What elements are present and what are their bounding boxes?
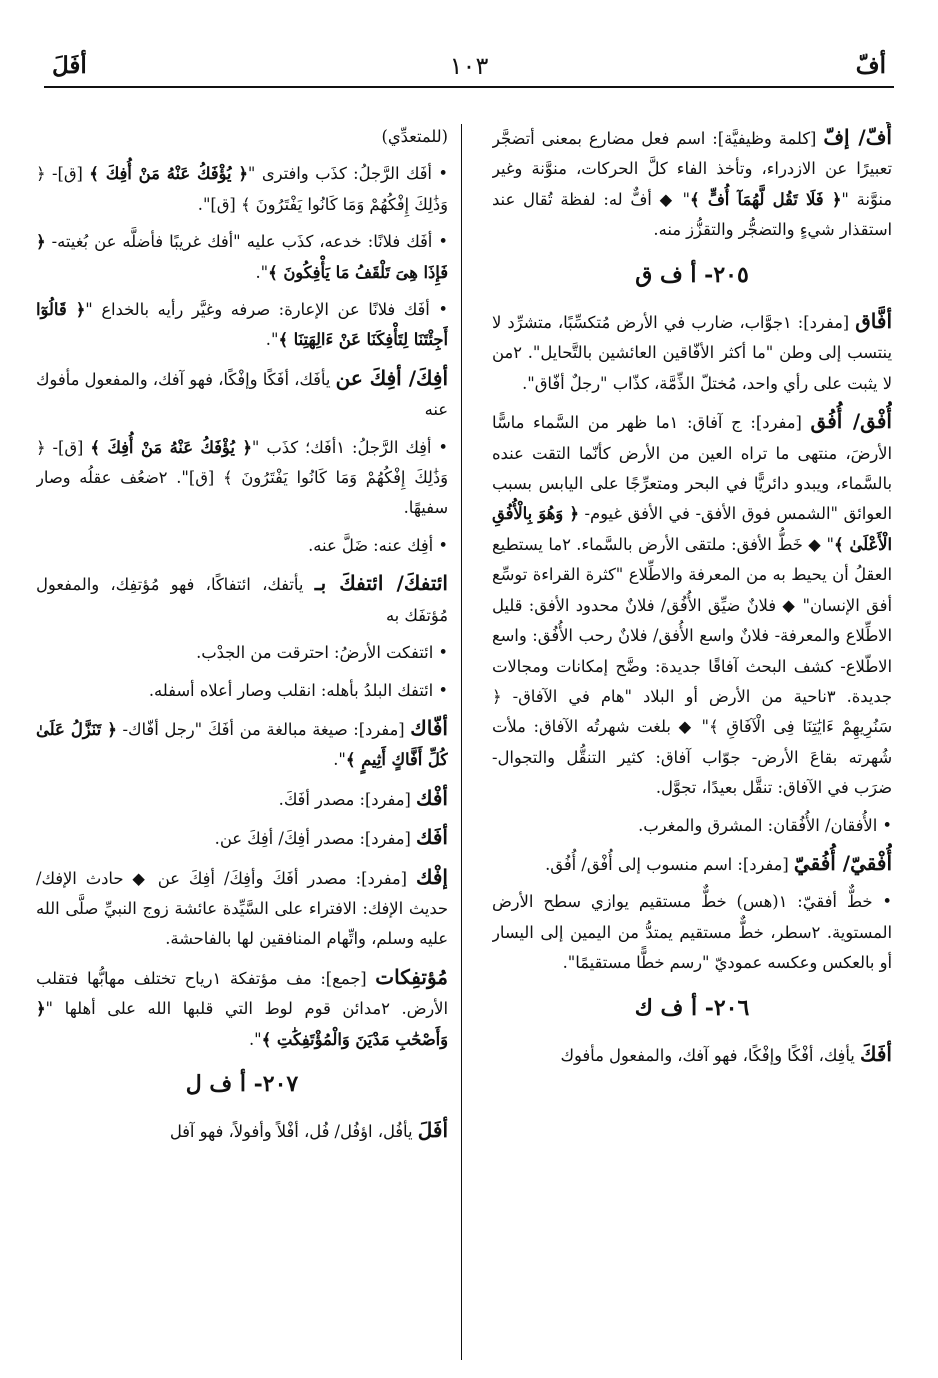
entry-definition: [كلمة وظيفيَّة]: اسم فعل مضارع بمعنى أتضجَّر تعبيرًا عن الازدراء، وتأخذ الفاء كلَّ الحركات، منوَّنة وغير منوَّنة " (492, 129, 892, 209)
dictionary-entry (36, 433, 448, 524)
entry-headword: أفّاك (410, 715, 448, 740)
dictionary-entry (36, 1115, 448, 1147)
entry-definition: [مفرد]: اسم منسوب إلى أُفْق/ أُفُق. (545, 854, 794, 874)
entry-headword: أفْك (416, 785, 448, 810)
entry-headword: إفْك (416, 864, 448, 889)
dictionary-entry (492, 122, 892, 246)
dictionary-entry (492, 306, 892, 399)
dictionary-entry (36, 862, 448, 955)
dictionary-entry (492, 1039, 892, 1071)
entry-headword: ائتفكَ/ ائتفكَ بـ (314, 571, 448, 596)
quran-quote: ﴿ وَأَصْحَٰبِ مَدْيَنَ وَالْمُؤْتَفِكَٰتِ ﴾ (36, 999, 448, 1049)
dictionary-entry (36, 159, 448, 220)
entry-definition: • ائتفكت الأرضُ: احترقت من الجدْب. (196, 643, 448, 663)
entry-headword: أُفْقيّ/ أُفُقيّ (793, 850, 892, 875)
dictionary-entry (492, 887, 892, 978)
left-column (36, 122, 448, 1362)
quran-quote: ﴿ فَلَا تَقُل لَّهُمَآ أُفٍّ ﴾ (690, 189, 842, 209)
dictionary-entry (36, 531, 448, 561)
dictionary-entry (36, 822, 448, 854)
quran-quote: ﴿ قَالُوٓا أَجِئْتَنَا لِتَأْفِكَنَا عَنْ ءَالِهَتِنَا ﴾ (36, 300, 448, 350)
entry-definition: [مفرد]: مصدر أفَكَ. (278, 789, 417, 809)
entry-definition-tail: ". (265, 330, 279, 350)
header-last-word: أفَلَ (52, 52, 87, 79)
dictionary-entry (492, 406, 892, 803)
dictionary-entry (36, 713, 448, 776)
entry-definition-tail: " ◆ خَطُّ الأفق: ملتقى الأرض بالسَّماء. ٢ما يستطيع العقلُ أن يحيط به من المعرفة والاطِّلاع "كثرة القراءة توسِّع أفق الإنسان" ◆ فلانٌ ضيِّق الأُفُق/ فلانٌ محدود الأفق: قليل الاطِّلاع والمعرفة- فلانٌ واسع الأُفق/ فلانٌ رحب الأُفُق: واسع الاطّلاع- كشف البحث آفاقًا جديدة: وضَّح إمكانات ومجالات جديدة. ٣ناحية من الأرض أو البلاد "هام في الآفاق- ﴿ سَنُرِيهِمْ ءَايَٰتِنَا فِى الْآفَاقِ ﴾" ◆ بلغت شهرتُه الآفاق: ملأت شُهرته بقاعَ الأرض- جوّاب آفاق: كثير التنقُّل والتجوال- ضرَب في الآفاق: تنقَّل بعيدًا، تجوَّل. (492, 534, 892, 798)
dictionary-entry (36, 122, 448, 152)
dictionary-entry (36, 783, 448, 815)
entry-headword: أفَك (416, 825, 448, 850)
dictionary-entry (492, 811, 892, 841)
entry-definition: • الأُفقان/ الأُفُقان: المشرق والمغرب. (638, 815, 892, 835)
entry-headword: مُؤتفِكات (375, 964, 448, 989)
section-heading: ٢٠٥- أ ف ق (635, 261, 749, 288)
section-heading: ٢٠٧- أ ف ل (185, 1070, 299, 1097)
page-header (44, 46, 894, 88)
dictionary-entry (36, 676, 448, 706)
entry-headword: أُفّ/ إفّ (823, 125, 892, 149)
entry-definition: [مفرد]: مصدر أفِكَ/ أفِكَ عن. (214, 829, 417, 849)
entry-definition-tail: ". (248, 1029, 262, 1049)
entry-headword: أفَلَ (417, 1118, 448, 1143)
entry-definition-tail: ". (255, 262, 269, 282)
dictionary-entry (36, 363, 448, 426)
right-column (492, 122, 892, 1362)
entry-definition: [جمع]: مف مؤتفكة ١رياح تختلف مهابُّها فتقلب الأرض. ٢مدائن قوم لوط التي قلبها الله على أهلها " (36, 968, 448, 1019)
quran-quote: ﴿ وَهُوَ بِالْأُفُقِ الْأَعْلَىٰ ﴾ (492, 504, 892, 554)
entry-definition-tail: [ق]- ﴿ وَذَٰلِكَ إِفْكُهُمْ وَمَا كَانُوا يَفْتَرُونَ ﴾ [ق]". ٢ضعُف عقلُه وصار سفيهًا. (36, 437, 448, 518)
quran-quote: ﴿ يُؤْفَكُ عَنْهُ مَنْ أُفِكَ ﴾ (89, 164, 248, 184)
entry-definition: [مفرد]: ج آفاق: ١ما ظهر من السَّماء ماسًّا الأرضَ، منتهى ما تراه العين من الأرض كأنّما التقت عنده بالسَّماء، ويبدو دائريًّا في البحر ومتعرِّجًا على اليابس بسبب العوائق "الشمس فوق الأفق- في الأفق غيوم- (492, 413, 892, 524)
dictionary-entry (36, 962, 448, 1055)
dictionary-entry (36, 568, 448, 631)
dictionary-entry (36, 227, 448, 288)
entry-definition: • أفَك فلانًا: خدعه، كذَب عليه "أفك غريبًا فأضلَّه عن بُغيته- (45, 232, 448, 252)
page-number: ١٠٣ (449, 52, 489, 80)
column-divider (461, 124, 462, 1360)
section-heading: ٢٠٦- أ ف ك (634, 994, 750, 1021)
entry-definition: • خطٌّ أفقيّ: ١(هس) خطٌّ مستقيم يوازي سطح الأرض المستوية. ٢سطر، خطٌّ مستقيم يمتدُّ من اليمين إلى اليسار أو بالعكس وعكسه عموديّ "رسم خطًّا مستقيمًا". (492, 892, 892, 973)
entry-definition: • ائتفك البلدُ بأهله: انقلب وصار أعلاه أسفله. (148, 680, 448, 700)
entry-definition: • أفَك الرَّجلُ: كذَب وافترى " (247, 164, 448, 184)
entry-definition: [مفرد]: صيغة مبالغة من أفَكَ "رجل أفّاك- (116, 719, 411, 739)
entry-headword: أفِكَ/ أفِكَ عن (335, 365, 448, 390)
entry-definition-tail: ". (333, 750, 346, 770)
entry-definition: • أفَك فلانًا عن الإعارة: صرفه وغيَّر رأيه بالخداع " (85, 300, 448, 320)
entry-definition: • أفِك عنه: ضَلَّ عنه. (308, 535, 448, 555)
header-first-word: أفّ (855, 52, 886, 79)
entry-definition: يأفِك، أفْكًا وإفْكًا، فهو آفك، والمفعول مأفوك (560, 1045, 861, 1065)
entry-definition-tail: " ◆ أفٌّ له: لفظة تُقال عند استقذار شيءٍ والتضجُّر والتقزُّز منه. (492, 189, 892, 240)
entry-definition: يأفُل، اؤفُل/ فُل، أفْلاً وأفولاً، فهو آفل (169, 1122, 418, 1142)
entry-definition: [مفرد]: ١جوَّاب، ضارب في الأرض مُتكسِّبًا، متشرِّد لا ينتسب إلى وطن "ما أكثر الأفّاقين العائشين بالتَّحايل". ٢من لا يثبت على رأي واحد، مُختلّ الذِّمَّة، كذّاب "رجلٌ أفّاق". (492, 313, 892, 393)
entry-definition-tail: [ق]- ﴿ وَذَٰلِكَ إِفْكُهُمْ وَمَا كَانُوا يَفْتَرُونَ ﴾ [ق]". (36, 164, 448, 214)
entry-definition: يأتفك، ائتفاكًا، فهو مُؤتفِك، والمفعول مُؤتفَك به (36, 575, 448, 625)
entry-headword: أُفْق/ أُفُق (810, 409, 892, 434)
entry-definition: يأفَك، أفَكًا وإفْكًا، فهو آفك، والمفعول مأفوك عنه (36, 369, 448, 420)
entry-headword: أفَّاق (855, 309, 892, 334)
quran-quote: ﴿ فَإِذَا هِىَ تَلْقَفُ مَا يَأْفِكُونَ ﴾ (36, 232, 448, 282)
dictionary-entry (492, 848, 892, 880)
dictionary-entry (36, 638, 448, 668)
quran-quote: ﴿ يُؤْفَكُ عَنْهُ مَنْ أُفِكَ ﴾ (90, 437, 252, 457)
dictionary-entry (36, 295, 448, 356)
quran-quote: ﴿ تَنَزَّلُ عَلَىٰ كُلِّ أَفَّاكٍ أَثِيمٍ ﴾ (36, 719, 448, 770)
entry-definition: • أفِك الرَّجلُ: ١أفَك؛ كذَب " (251, 437, 448, 457)
entry-headword: أفَكَ (860, 1041, 892, 1066)
entry-definition: [مفرد]: مصدر أفَكَ وأفِكَ/ أفِكَ عن ◆ حادث الإفك/ حديث الإفك: الافتراء على السَّيِّدة عائشة زوج النبيِّ صلَّى الله عليه وسلم، واتِّهام المنافقين لها بالفاحشة. (36, 868, 448, 949)
entry-definition: (للمتعدِّي) (381, 127, 448, 146)
